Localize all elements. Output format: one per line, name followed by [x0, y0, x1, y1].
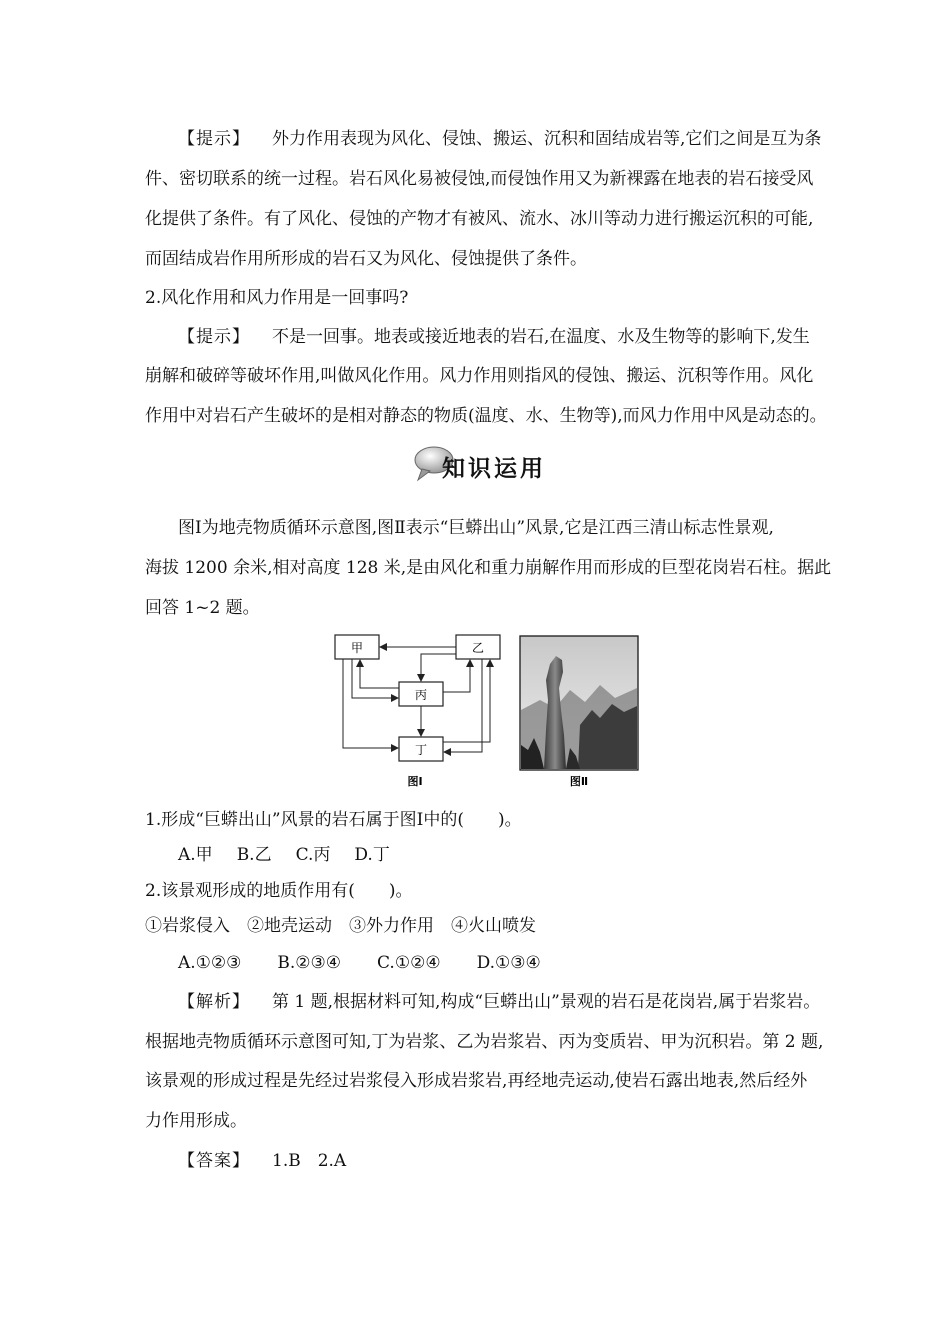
figure-2-caption: 图Ⅱ [569, 775, 589, 788]
hint-tag: 【提示】 [178, 129, 250, 149]
arrow-bing-yi [443, 660, 470, 692]
q1-option-d: D.丁 [354, 845, 390, 865]
section-heading [412, 444, 552, 484]
box-jia-label: 甲 [350, 641, 364, 655]
hint1-line-2: 件、密切联系的统一过程。岩石风化易被侵蚀,而侵蚀作用又为新裸露在地表的岩石接受风 [145, 169, 814, 189]
q2-option-a: A.①②③ [178, 953, 242, 973]
intro-line-2: 海拔 1200 余米,相对高度 128 米,是由风化和重力崩解作用而形成的巨型花岗岩石柱。据此 [145, 558, 832, 578]
arrow-jia-bing [352, 659, 398, 698]
question-2-stem: 2.该景观形成的地质作用有( )。 [145, 881, 413, 901]
analysis-line-1: 【解析】 第 1 题,根据材料可知,构成“巨蟒出山”景观的岩石是花岗岩,属于岩浆岩。 [178, 992, 821, 1012]
arrow-yi-bing [421, 654, 456, 681]
rock-pillar-photo [520, 636, 638, 770]
question-1-stem: 1.形成“巨蟒出山”风景的岩石属于图Ⅰ中的( )。 [145, 810, 522, 830]
hint1-line-1: 【提示】 外力作用表现为风化、侵蚀、搬运、沉积和固结成岩等,它们之间是互为条 [178, 129, 822, 149]
answer-line [178, 1149, 346, 1173]
intro-line-3: 回答 1~2 题。 [145, 598, 260, 618]
question-1-options [178, 843, 414, 867]
q1-option-a: A.甲 [178, 845, 213, 865]
hint2-line-1: 【提示】 不是一回事。地表或接近地表的岩石,在温度、水及生物等的影响下,发生 [178, 327, 810, 347]
arrow-bing-jia [360, 660, 399, 688]
arrow-jia-ding [343, 659, 398, 748]
analysis-line-2: 根据地壳物质循环示意图可知,丁为岩浆、乙为岩浆岩、丙为变质岩、甲为沉积岩。第 2 题, [145, 1032, 824, 1052]
rock-cycle-diagram [330, 630, 650, 790]
analysis-tag: 【解析】 [178, 992, 250, 1012]
intro-line-1: 图Ⅰ为地壳物质循环示意图,图Ⅱ表示“巨蟒出山”风景,它是江西三清山标志性景观, [178, 518, 774, 538]
hint1-line-4: 而固结成岩作用所形成的岩石又为风化、侵蚀提供了条件。 [145, 249, 587, 269]
hint2-line-3: 作用中对岩石产生破坏的是相对静态的物质(温度、水、生物等),而风力作用中风是动态的。 [145, 406, 827, 426]
figures [330, 630, 650, 790]
arrow-ding-yi [443, 660, 490, 742]
q2-option-b: B.②③④ [277, 953, 342, 973]
box-bing-label: 丙 [414, 688, 428, 702]
box-yi-label: 乙 [471, 641, 485, 655]
analysis-line-4: 力作用形成。 [145, 1111, 247, 1131]
answer-text: 1.B 2.A [272, 1151, 347, 1171]
figure-1-caption: 图Ⅰ [407, 775, 423, 788]
q2-option-c: C.①②④ [377, 953, 441, 973]
hint1-line-3: 化提供了条件。有了风化、侵蚀的产物才有被风、流水、冰川等动力进行搬运沉积的可能, [145, 209, 814, 229]
heading-title: 知识运用 [442, 456, 546, 482]
q1-option-b: B.乙 [236, 845, 272, 865]
hint-tag: 【提示】 [178, 327, 250, 347]
question-2-options [178, 951, 577, 975]
question-2-items: ①岩浆侵入 ②地壳运动 ③外力作用 ④火山喷发 [145, 916, 536, 936]
q2-option-d: D.①③④ [476, 953, 541, 973]
arrow-yi-ding [444, 659, 482, 752]
q1-option-c: C.丙 [295, 845, 331, 865]
box-ding-label: 丁 [414, 743, 428, 757]
analysis-line-3: 该景观的形成过程是先经过岩浆侵入形成岩浆岩,再经地壳运动,使岩石露出地表,然后经外 [145, 1071, 808, 1091]
hint2-line-2: 崩解和破碎等破坏作用,叫做风化作用。风力作用则指风的侵蚀、搬运、沉积等作用。风化 [145, 366, 814, 386]
question-2-text: 2.风化作用和风力作用是一回事吗? [145, 288, 409, 308]
answer-tag: 【答案】 [178, 1151, 250, 1171]
